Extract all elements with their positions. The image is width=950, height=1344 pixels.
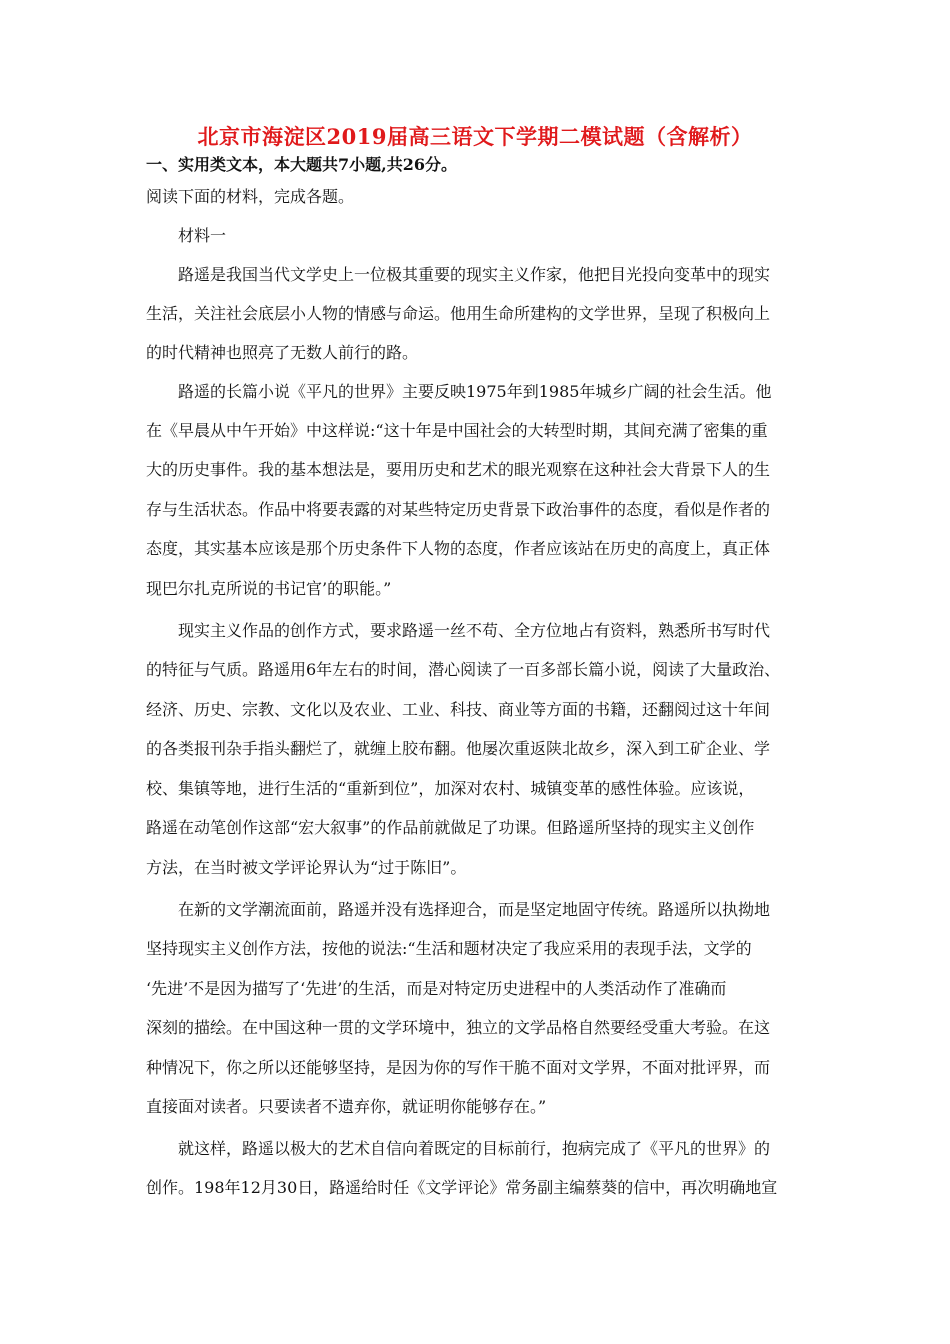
paragraph-line: 校、集镇等地，进行生活的“重新到位”，加深对农村、城镇变革的感性体验。应该说，: [146, 779, 755, 798]
paragraph-line: 路遥在动笔创作这部“宏大叙事”的作品前就做足了功课。但路遥所坚持的现实主义创作: [146, 818, 755, 837]
paragraph-line: 方法，在当时被文学评论界认为“过于陈旧”。: [146, 858, 467, 877]
paragraph-line: 现巴尔扎克所说的书记官’的职能。”: [146, 579, 392, 598]
material-label: 材料一: [178, 226, 227, 245]
instruction-text: 阅读下面的材料，完成各题。: [146, 187, 355, 206]
paragraph-line: 的时代精神也照亮了无数人前行的路。: [146, 343, 419, 362]
paragraph-line: 坚持现实主义创作方法，按他的说法:“生活和题材决定了我应采用的表现手法，文学的: [146, 939, 752, 958]
paragraph-line: ‘先进’不是因为描写了‘先进’的生活，而是对特定历史进程中的人类活动作了准确而: [146, 979, 727, 998]
section-heading: 一、实用类文本，本大题共7小题,共26分。: [146, 155, 457, 174]
paragraph-line: 路遥的长篇小说《平凡的世界》主要反映1975年到1985年城乡广阔的社会生活。他: [178, 382, 772, 401]
paragraph-line: 创作。198年12月30日，路遥给时任《文学评论》常务副主编蔡葵的信中，再次明确地宣: [146, 1178, 778, 1197]
document-title: 北京市海淀区2019届高三语文下学期二模试题（含解析）: [197, 124, 753, 149]
paragraph-line: 在《早晨从中午开始》中这样说:“这十年是中国社会的大转型时期，其间充满了密集的重: [146, 421, 768, 440]
paragraph-line: 生活，关注社会底层小人物的情感与命运。他用生命所建构的文学世界，呈现了积极向上: [146, 304, 771, 323]
paragraph-line: 经济、历史、宗教、文化以及农业、工业、科技、商业等方面的书籍，还翻阅过这十年间: [146, 700, 771, 719]
paragraph-line: 存与生活状态。作品中将要表露的对某些特定历史背景下政治事件的态度，看似是作者的: [146, 500, 771, 519]
paragraph-line: 现实主义作品的创作方式，要求路遥一丝不苟、全方位地占有资料，熟悉所书写时代: [178, 621, 771, 640]
paragraph-line: 在新的文学潮流面前，路遥并没有选择迎合，而是坚定地固守传统。路遥所以执拗地: [178, 900, 771, 919]
paragraph-line: 路遥是我国当代文学史上一位极其重要的现实主义作家，他把目光投向变革中的现实: [178, 265, 771, 284]
paragraph-line: 的各类报刊杂手指头翻烂了，就缠上胶布翻。他屡次重返陕北故乡，深入到工矿企业、学: [146, 739, 771, 758]
paragraph-line: 就这样，路遥以极大的艺术自信向着既定的目标前行，抱病完成了《平凡的世界》的: [178, 1139, 771, 1158]
paragraph-line: 深刻的描绘。在中国这种一贯的文学环境中，独立的文学品格自然要经受重大考验。在这: [146, 1018, 771, 1037]
paragraph-line: 的特征与气质。路遥用6年左右的时间，潜心阅读了一百多部长篇小说，阅读了大量政治、: [146, 660, 781, 679]
paragraph-line: 种情况下，你之所以还能够坚持，是因为你的写作干脆不面对文学界，不面对批评界，而: [146, 1058, 771, 1077]
paragraph-line: 大的历史事件。我的基本想法是，要用历史和艺术的眼光观察在这种社会大背景下人的生: [146, 460, 771, 479]
paragraph-line: 态度，其实基本应该是那个历史条件下人物的态度，作者应该站在历史的高度上，真正体: [146, 539, 771, 558]
paragraph-line: 直接面对读者。只要读者不遗弃你，就证明你能够存在。”: [146, 1097, 547, 1116]
